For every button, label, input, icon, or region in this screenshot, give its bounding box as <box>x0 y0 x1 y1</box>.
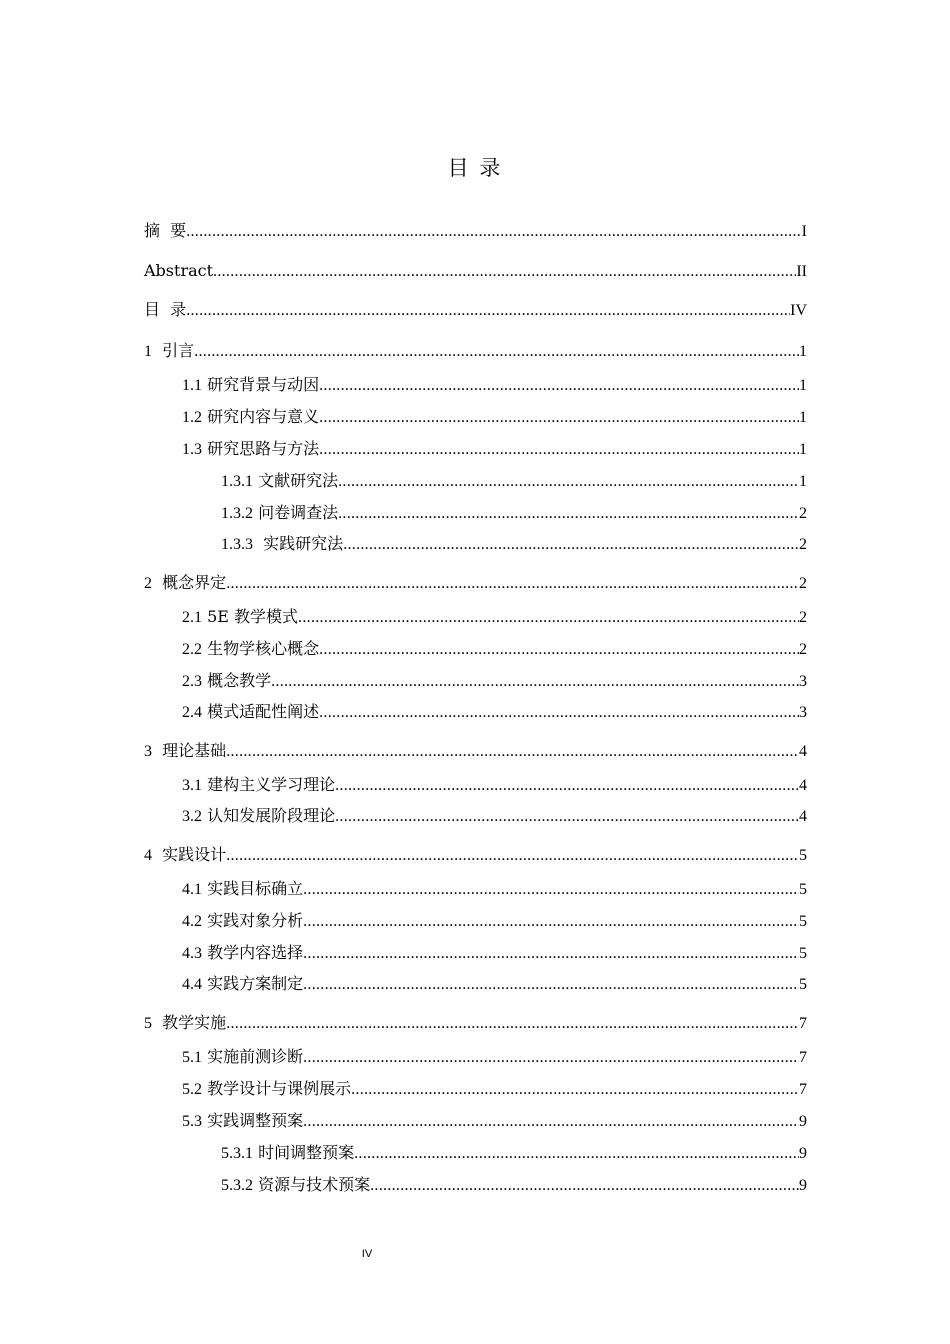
toc-entry-title <box>182 877 303 902</box>
toc-entry-page: 5 <box>799 881 807 898</box>
dot-leader <box>186 299 790 323</box>
toc-entry[interactable] <box>182 605 807 629</box>
toc-entry[interactable] <box>221 469 807 493</box>
toc-entry-number: 5.3.1 <box>221 1145 253 1162</box>
toc-entry[interactable] <box>182 373 807 397</box>
toc-entry-title <box>182 637 319 662</box>
toc-entry[interactable] <box>182 909 807 933</box>
toc-entry-title <box>221 1173 370 1198</box>
toc-entry-label: 实践设计 <box>152 845 227 864</box>
toc-entry-label: 5E 教学模式 <box>202 607 299 626</box>
toc-entry-number: 1.3 <box>182 441 202 458</box>
dot-leader <box>319 438 799 462</box>
toc-entry-number: 1.1 <box>182 377 202 394</box>
toc-entry-label: 建构主义学习理论 <box>202 775 336 794</box>
dot-leader <box>226 1012 799 1036</box>
toc-entry[interactable] <box>182 637 807 661</box>
toc-entry-number: 2.4 <box>182 704 202 721</box>
toc-entry-label: 概念界定 <box>152 573 227 592</box>
toc-entry[interactable] <box>182 437 807 461</box>
toc-entry-page: 9 <box>799 1113 807 1130</box>
toc-entry-label: 实施前测诊断 <box>202 1047 304 1066</box>
toc-entry-label: 实践目标确立 <box>202 879 304 898</box>
toc-entry-label: 引言 <box>152 341 195 360</box>
dot-leader <box>319 374 799 398</box>
toc-entry-number: 4.3 <box>182 945 202 962</box>
toc-entry-label: 实践方案制定 <box>202 974 304 993</box>
toc-entry-title <box>182 700 319 725</box>
toc-entry-page: 3 <box>799 704 807 721</box>
toc-entry[interactable] <box>144 1011 807 1035</box>
toc-entry-label: 实践调整预案 <box>202 1111 304 1130</box>
toc-entry[interactable] <box>144 339 807 363</box>
toc-entry-label: Abstract <box>144 261 214 280</box>
dot-leader <box>303 910 799 934</box>
toc-entry-number: 1.3.2 <box>221 505 253 522</box>
toc-entry-number: 2 <box>144 575 152 592</box>
toc-entry-number: 3.2 <box>182 808 202 825</box>
dot-leader <box>335 805 799 829</box>
toc-entry-number: 5.1 <box>182 1049 202 1066</box>
toc-entry[interactable] <box>182 669 807 693</box>
toc-entry-label: 教学设计与课例展示 <box>202 1079 352 1098</box>
toc-entry-title <box>182 773 335 798</box>
toc-entry[interactable] <box>221 1173 807 1197</box>
dot-leader <box>213 260 796 284</box>
dot-leader <box>335 774 799 798</box>
dot-leader <box>226 844 799 868</box>
toc-entry-number: 3.1 <box>182 777 202 794</box>
dot-leader <box>303 1110 799 1134</box>
toc-entry-label: 实践研究法 <box>253 534 344 553</box>
toc-entry[interactable] <box>182 700 807 724</box>
toc-entry-number: 5.2 <box>182 1081 202 1098</box>
toc-entry-title <box>221 1141 354 1166</box>
toc-entry-label: 教学实施 <box>152 1013 227 1032</box>
dot-leader <box>319 406 799 430</box>
toc-entry-page: 4 <box>799 808 807 825</box>
toc-entry-title <box>182 804 335 829</box>
toc-entry[interactable] <box>144 739 807 763</box>
toc-entry[interactable] <box>144 298 807 322</box>
toc-entry-title <box>182 941 303 966</box>
toc-entry-label: 教学内容选择 <box>202 943 304 962</box>
toc-entry[interactable] <box>182 1077 807 1101</box>
toc-entry-title <box>182 1109 303 1134</box>
toc-entry-page: 2 <box>799 609 807 626</box>
dot-leader <box>186 220 801 244</box>
toc-entry-number: 2.3 <box>182 673 202 690</box>
toc-entry-page: 4 <box>799 777 807 794</box>
toc-entry-label: 目 录 <box>144 300 187 319</box>
dot-leader <box>370 1174 799 1198</box>
toc-entry-title <box>182 972 303 997</box>
toc-entry-page: 9 <box>799 1145 807 1162</box>
toc-entry-number: 4.4 <box>182 976 202 993</box>
toc-entry[interactable] <box>144 219 807 243</box>
dot-leader <box>226 740 799 764</box>
toc-entry[interactable] <box>144 259 807 283</box>
toc-entry-page: 2 <box>799 575 807 592</box>
toc-entry-title <box>182 669 271 694</box>
toc-entry-label: 生物学核心概念 <box>202 639 320 658</box>
toc-entry-title <box>182 373 319 398</box>
toc-entry[interactable] <box>221 532 807 556</box>
toc-entry[interactable] <box>182 1045 807 1069</box>
toc-entry-page: 5 <box>799 976 807 993</box>
toc-entry-title <box>144 739 226 764</box>
toc-entry-label: 资源与技术预案 <box>253 1175 371 1194</box>
toc-entry-title <box>144 339 194 364</box>
toc-entry-page: 5 <box>799 913 807 930</box>
toc-entry[interactable] <box>182 972 807 996</box>
toc-entry-number: 5.3.2 <box>221 1177 253 1194</box>
toc-entry-label: 理论基础 <box>152 741 227 760</box>
toc-entry-title <box>182 1077 351 1102</box>
dot-leader <box>338 470 799 494</box>
toc-entry[interactable] <box>182 773 807 797</box>
toc-entry-title <box>182 437 319 462</box>
toc-entry[interactable] <box>182 941 807 965</box>
toc-entry-page: 9 <box>799 1177 807 1194</box>
toc-entry-label: 摘 要 <box>144 221 187 240</box>
toc-entry-number: 5.3 <box>182 1113 202 1130</box>
dot-leader <box>343 533 799 557</box>
toc-entry-page: 7 <box>799 1015 807 1032</box>
toc-entry-number: 2.2 <box>182 641 202 658</box>
dot-leader <box>354 1142 799 1166</box>
dot-leader <box>319 701 799 725</box>
toc-entry-title <box>221 501 338 526</box>
toc-entry-title <box>182 1045 303 1070</box>
toc-entry[interactable] <box>182 804 807 828</box>
toc-entry-number: 4.1 <box>182 881 202 898</box>
toc-entry-title <box>144 298 186 322</box>
toc-entry[interactable] <box>221 1141 807 1165</box>
dot-leader <box>351 1078 799 1102</box>
toc-entry-number: 4.2 <box>182 913 202 930</box>
toc-entry-label: 概念教学 <box>202 671 272 690</box>
toc-entry-label: 时间调整预案 <box>253 1143 355 1162</box>
toc-entry-label: 研究内容与意义 <box>202 407 320 426</box>
page-title: 目 录 <box>447 156 503 180</box>
dot-leader <box>194 340 799 364</box>
toc-entry-page: IV <box>790 302 807 319</box>
toc-entry-label: 文献研究法 <box>253 471 339 490</box>
toc-entry-page: 1 <box>799 441 807 458</box>
toc-entry-page: 5 <box>799 945 807 962</box>
toc-entry[interactable] <box>182 405 807 429</box>
toc-entry-label: 问卷调查法 <box>253 503 339 522</box>
toc-entry-label: 实践对象分析 <box>202 911 304 930</box>
toc-entry-number: 3 <box>144 743 152 760</box>
toc-entry-page: 5 <box>799 847 807 864</box>
toc-entry-title <box>144 571 226 596</box>
toc-entry-number: 5 <box>144 1015 152 1032</box>
toc-entry-number: 1.3.1 <box>221 473 253 490</box>
toc-entry[interactable] <box>221 501 807 525</box>
toc-entry-page: 4 <box>799 743 807 760</box>
dot-leader <box>271 670 799 694</box>
toc-entry-page: 1 <box>799 409 807 426</box>
toc-entry-page: 1 <box>799 343 807 360</box>
toc-entry-number: 1.3.3 <box>221 536 253 553</box>
toc-entry[interactable] <box>182 877 807 901</box>
toc-entry[interactable] <box>144 571 807 595</box>
toc-entry-page: 1 <box>799 473 807 490</box>
toc-entry-title <box>144 1011 226 1036</box>
toc-entry-page: 2 <box>799 536 807 553</box>
toc-entry-label: 认知发展阶段理论 <box>202 806 336 825</box>
toc-entry-page: II <box>796 263 807 280</box>
toc-entry-page: I <box>801 223 807 240</box>
footer-page-number: IV <box>361 1248 373 1260</box>
toc-entry-label: 研究思路与方法 <box>202 439 320 458</box>
toc-entry-page: 2 <box>799 641 807 658</box>
toc-entry[interactable] <box>182 1109 807 1133</box>
dot-leader <box>226 572 799 596</box>
toc-entry-number: 1.2 <box>182 409 202 426</box>
toc-entry-number: 1 <box>144 343 152 360</box>
toc-entry-title <box>182 909 303 934</box>
toc-entry-title <box>144 259 213 283</box>
toc-entry-title <box>182 405 319 430</box>
toc-entry-title <box>221 532 343 557</box>
toc-entry-page: 7 <box>799 1081 807 1098</box>
toc-entry-title <box>182 605 298 630</box>
toc-entry-title <box>221 469 338 494</box>
dot-leader <box>303 973 799 997</box>
toc-entry-title <box>144 843 226 868</box>
dot-leader <box>303 878 799 902</box>
toc-entry-page: 3 <box>799 673 807 690</box>
toc-entry-label: 模式适配性阐述 <box>202 702 320 721</box>
dot-leader <box>303 1046 799 1070</box>
toc-entry-page: 2 <box>799 505 807 522</box>
dot-leader <box>298 606 799 630</box>
dot-leader <box>338 502 799 526</box>
toc-entry-page: 7 <box>799 1049 807 1066</box>
toc-entry-number: 2.1 <box>182 609 202 626</box>
toc-entry-title <box>144 219 186 243</box>
toc-entry-page: 1 <box>799 377 807 394</box>
toc-entry[interactable] <box>144 843 807 867</box>
dot-leader <box>303 942 799 966</box>
toc-entry-number: 4 <box>144 847 152 864</box>
dot-leader <box>319 638 799 662</box>
toc-entry-label: 研究背景与动因 <box>202 375 320 394</box>
